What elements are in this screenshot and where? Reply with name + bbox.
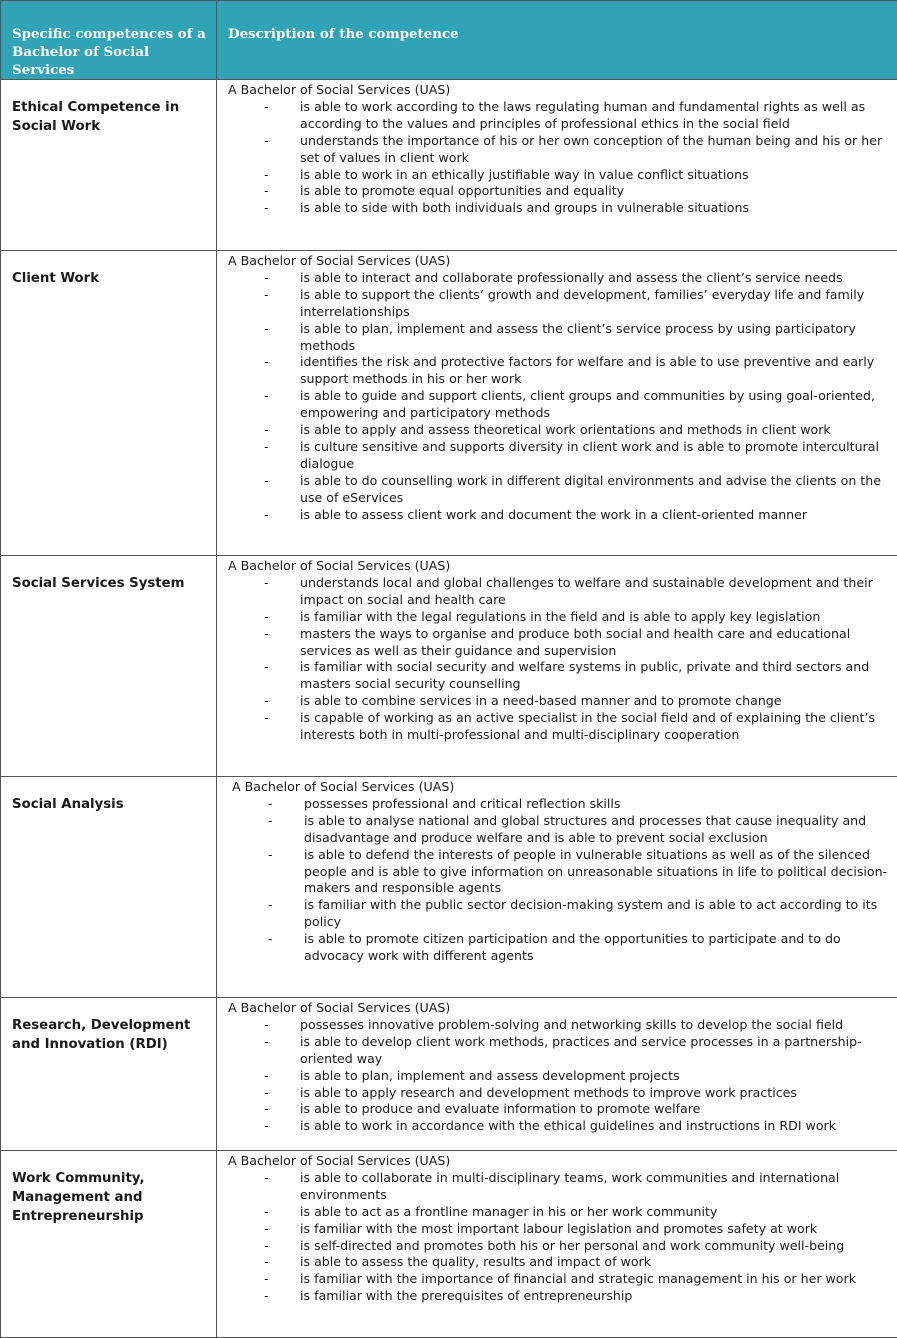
list-item: - is able to develop client work methods, practices and service processes in a partnership-oriented way xyxy=(228,1034,891,1068)
dash-bullet: - xyxy=(264,473,269,490)
dash-bullet: - xyxy=(264,1238,269,1255)
dash-bullet: - xyxy=(264,1068,269,1085)
dash-bullet: - xyxy=(264,1288,269,1305)
list-item: - is able to collaborate in multi-disciplinary teams, work communities and international environments xyxy=(228,1170,891,1204)
list-item: - masters the ways to organise and produce both social and health care and educational services as well as their guidance and supervision xyxy=(228,626,891,660)
description-intro: A Bachelor of Social Services (UAS) xyxy=(228,1000,891,1017)
list-item: - is capable of working as an active specialist in the social field and of explaining the client’s interests both in multi-professional and multi-disciplinary cooperation xyxy=(228,710,891,744)
dash-bullet: - xyxy=(264,609,269,626)
dash-bullet: - xyxy=(264,321,269,338)
list-item: - understands local and global challenges to welfare and sustainable development and their impact on social and health care xyxy=(228,575,891,609)
list-item: - is able to apply and assess theoretical work orientations and methods in client work xyxy=(228,422,891,439)
dash-bullet: - xyxy=(264,575,269,592)
competence-list xyxy=(228,270,891,524)
header-competence: Specific competences of a Bachelor of Social Services xyxy=(1,1,217,80)
table-header-row xyxy=(1,1,897,80)
competence-name: Work Community, Management and Entrepreneurship xyxy=(1,1151,217,1338)
list-item: - is able to analyse national and global structures and processes that cause inequality and disadvantage and produce welfare and is able to prevent social exclusion xyxy=(232,813,891,847)
dash-bullet: - xyxy=(264,507,269,524)
competence-name: Ethical Competence in Social Work xyxy=(1,80,217,251)
list-item: - is familiar with the public sector decision-making system and is able to act according to its policy xyxy=(232,897,891,931)
competence-list xyxy=(228,1017,891,1135)
competence-list xyxy=(228,99,891,217)
list-item: - is self-directed and promotes both his or her personal and work community well-being xyxy=(228,1238,891,1255)
dash-bullet: - xyxy=(264,1101,269,1118)
list-item: - is able to promote equal opportunities and equality xyxy=(228,183,891,200)
description-intro: A Bachelor of Social Services (UAS) xyxy=(228,253,891,270)
competence-list xyxy=(228,575,891,744)
dash-bullet: - xyxy=(264,1017,269,1034)
table-row xyxy=(1,80,897,251)
competence-list xyxy=(228,1170,891,1305)
table-row xyxy=(1,251,897,556)
list-item: - is able to support the clients’ growth and development, families’ everyday life and family interrelationships xyxy=(228,287,891,321)
dash-bullet: - xyxy=(264,1254,269,1271)
dash-bullet: - xyxy=(264,1221,269,1238)
dash-bullet: - xyxy=(264,1034,269,1051)
dash-bullet: - xyxy=(264,626,269,643)
dash-bullet: - xyxy=(264,659,269,676)
competence-name: Social Services System xyxy=(1,556,217,777)
list-item: - is able to work in an ethically justifiable way in value conflict situations xyxy=(228,167,891,184)
list-item: - is able to guide and support clients, client groups and communities by using goal-oriented, empowering and participatory methods xyxy=(228,388,891,422)
list-item: - is able to defend the interests of people in vulnerable situations as well as of the silenced people and is able to give information on unreasonable situations in life to political decision-makers and responsible agents xyxy=(232,847,891,898)
table-row xyxy=(1,556,897,777)
table-row xyxy=(1,1151,897,1338)
dash-bullet: - xyxy=(264,388,269,405)
competence-list xyxy=(232,796,891,965)
dash-bullet: - xyxy=(268,931,273,948)
competence-description xyxy=(217,556,897,777)
dash-bullet: - xyxy=(264,1085,269,1102)
list-item: - is familiar with the prerequisites of entrepreneurship xyxy=(228,1288,891,1305)
dash-bullet: - xyxy=(264,1204,269,1221)
list-item: - is able to plan, implement and assess the client’s service process by using participatory methods xyxy=(228,321,891,355)
dash-bullet: - xyxy=(264,710,269,727)
list-item: - is able to assess client work and document the work in a client-oriented manner xyxy=(228,507,891,524)
list-item: - identifies the risk and protective factors for welfare and is able to use preventive and early support methods in his or her work xyxy=(228,354,891,388)
list-item: - is able to produce and evaluate information to promote welfare xyxy=(228,1101,891,1118)
competence-description xyxy=(217,1151,897,1338)
dash-bullet: - xyxy=(264,1118,269,1135)
list-item: - is able to interact and collaborate professionally and assess the client’s service needs xyxy=(228,270,891,287)
dash-bullet: - xyxy=(264,167,269,184)
list-item: - is able to do counselling work in different digital environments and advise the clients on the use of eServices xyxy=(228,473,891,507)
dash-bullet: - xyxy=(264,1170,269,1187)
list-item: - understands the importance of his or her own conception of the human being and his or her set of values in client work xyxy=(228,133,891,167)
description-intro: A Bachelor of Social Services (UAS) xyxy=(228,558,891,575)
list-item: - is able to work according to the laws regulating human and fundamental rights as well as according to the values and principles of professional ethics in the social field xyxy=(228,99,891,133)
list-item: - is familiar with the importance of financial and strategic management in his or her work xyxy=(228,1271,891,1288)
list-item: - is able to side with both individuals and groups in vulnerable situations xyxy=(228,200,891,217)
dash-bullet: - xyxy=(264,354,269,371)
dash-bullet: - xyxy=(268,847,273,864)
table-row xyxy=(1,998,897,1151)
dash-bullet: - xyxy=(264,287,269,304)
dash-bullet: - xyxy=(264,1271,269,1288)
list-item: - is able to act as a frontline manager in his or her work community xyxy=(228,1204,891,1221)
dash-bullet: - xyxy=(264,693,269,710)
dash-bullet: - xyxy=(264,99,269,116)
competence-name: Social Analysis xyxy=(1,777,217,998)
list-item: - possesses professional and critical reflection skills xyxy=(232,796,891,813)
list-item: - is able to apply research and development methods to improve work practices xyxy=(228,1085,891,1102)
dash-bullet: - xyxy=(268,897,273,914)
list-item: - is able to assess the quality, results and impact of work xyxy=(228,1254,891,1271)
dash-bullet: - xyxy=(264,183,269,200)
competence-description xyxy=(217,998,897,1151)
competence-description xyxy=(217,80,897,251)
list-item: - is culture sensitive and supports diversity in client work and is able to promote intercultural dialogue xyxy=(228,439,891,473)
description-intro: A Bachelor of Social Services (UAS) xyxy=(232,779,891,796)
dash-bullet: - xyxy=(264,439,269,456)
list-item: - is able to plan, implement and assess development projects xyxy=(228,1068,891,1085)
list-item: - possesses innovative problem-solving and networking skills to develop the social field xyxy=(228,1017,891,1034)
competence-description xyxy=(217,777,897,998)
competence-name: Client Work xyxy=(1,251,217,556)
dash-bullet: - xyxy=(268,796,273,813)
list-item: - is familiar with social security and welfare systems in public, private and third sectors and masters social security counselling xyxy=(228,659,891,693)
dash-bullet: - xyxy=(268,813,273,830)
dash-bullet: - xyxy=(264,133,269,150)
dash-bullet: - xyxy=(264,270,269,287)
competence-name: Research, Development and Innovation (RDI) xyxy=(1,998,217,1151)
dash-bullet: - xyxy=(264,200,269,217)
list-item: - is able to promote citizen participation and the opportunities to participate and to do advocacy work with different agents xyxy=(232,931,891,965)
description-intro: A Bachelor of Social Services (UAS) xyxy=(228,82,891,99)
list-item: - is able to combine services in a need-based manner and to promote change xyxy=(228,693,891,710)
dash-bullet: - xyxy=(264,422,269,439)
list-item: - is able to work in accordance with the ethical guidelines and instructions in RDI work xyxy=(228,1118,891,1135)
list-item: - is familiar with the legal regulations in the field and is able to apply key legislation xyxy=(228,609,891,626)
header-description: Description of the competence xyxy=(217,1,897,80)
competence-description xyxy=(217,251,897,556)
table-row xyxy=(1,777,897,998)
description-intro: A Bachelor of Social Services (UAS) xyxy=(228,1153,891,1170)
list-item: - is familiar with the most important labour legislation and promotes safety at work xyxy=(228,1221,891,1238)
